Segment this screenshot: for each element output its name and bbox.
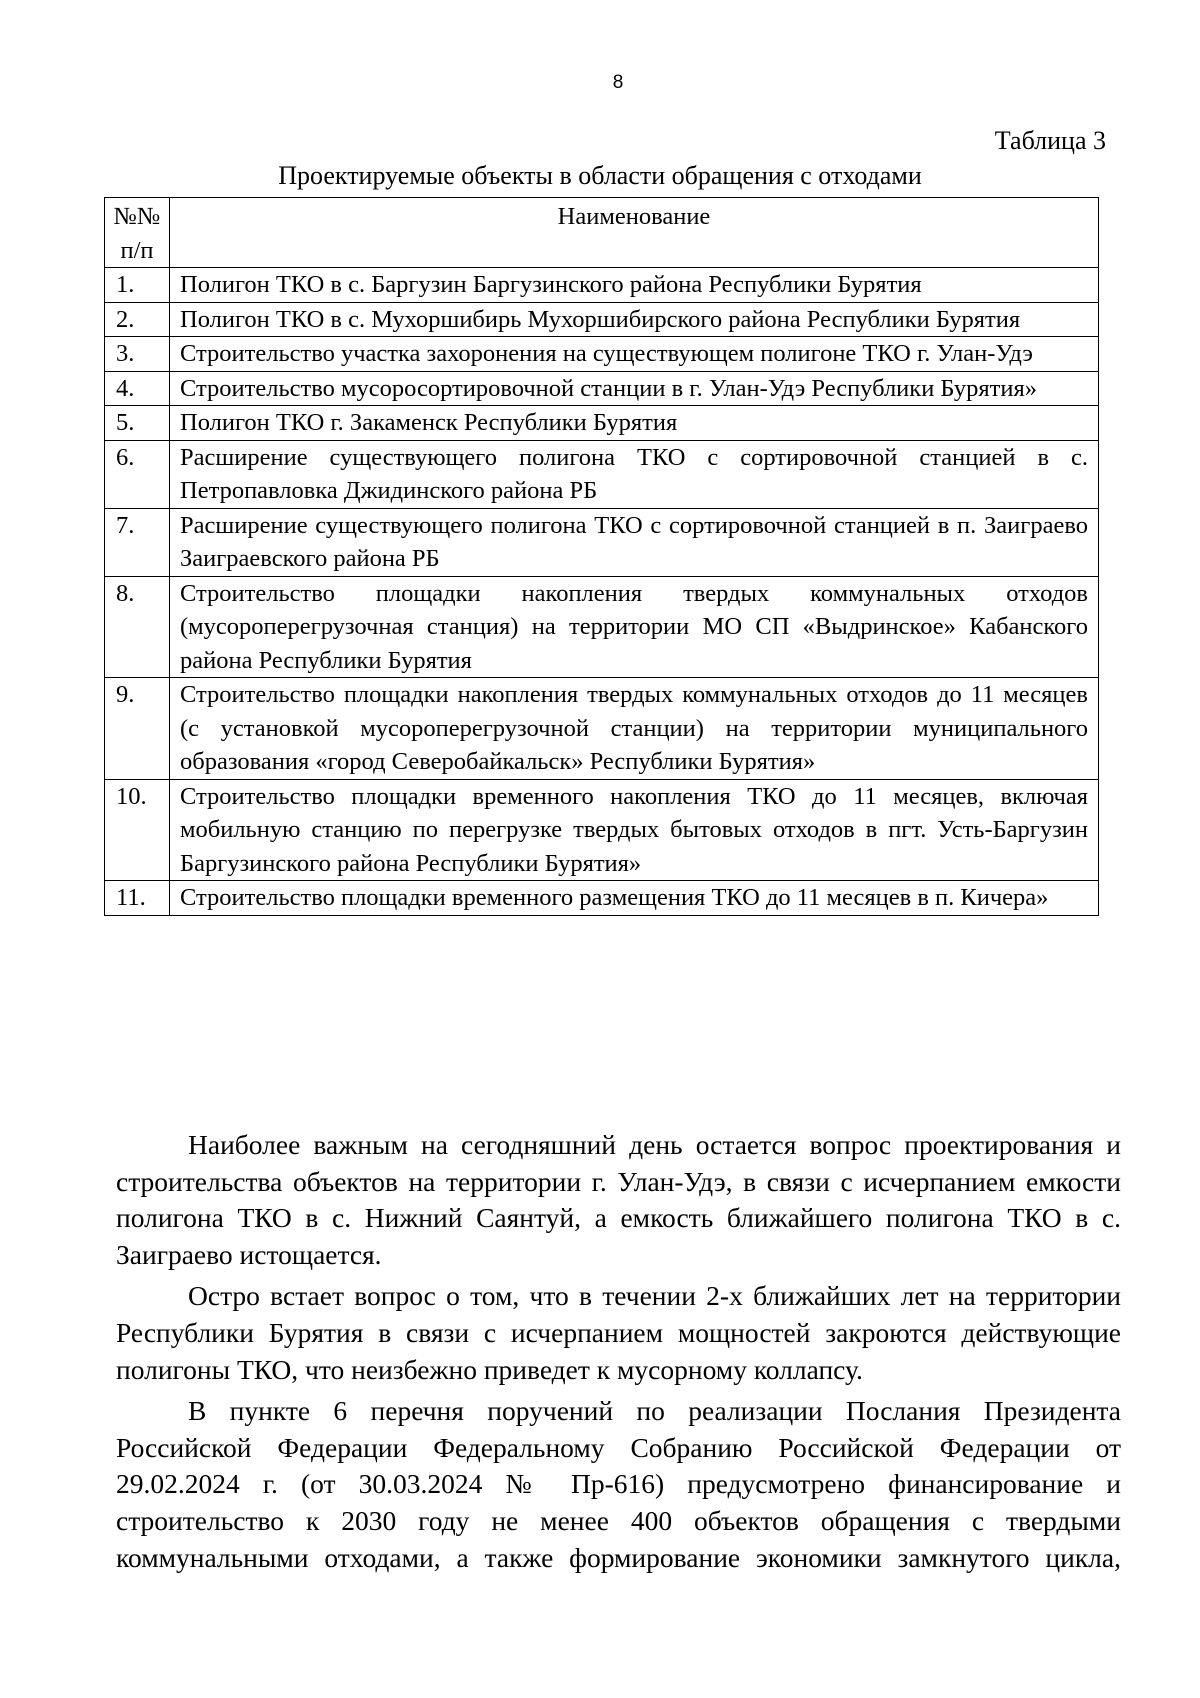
objects-table	[104, 197, 1099, 916]
table-row	[105, 406, 1099, 441]
row-name: Строительство площадки накопления твердых коммунальных отходов (мусороперегрузочная станция) на территории МО СП «Выдринское» Кабанского района Республики Бурятия	[170, 576, 1099, 678]
table-header-row	[105, 198, 1099, 268]
header-num-cell	[105, 198, 170, 268]
row-name: Полигон ТКО г. Закаменск Республики Бурятия	[170, 406, 1099, 441]
row-num: 8.	[105, 576, 170, 678]
row-name: Строительство участка захоронения на существующем полигоне ТКО г. Улан-Удэ	[170, 337, 1099, 372]
table-row	[105, 302, 1099, 337]
page-number: 8	[612, 72, 624, 93]
row-num: 10.	[105, 779, 170, 881]
row-num: 7.	[105, 508, 170, 576]
row-num: 6.	[105, 440, 170, 508]
table-row	[105, 881, 1099, 916]
row-name: Строительство мусоросортировочной станции в г. Улан-Удэ Республики Бурятия»	[170, 371, 1099, 406]
table-title: Проектируемые объекты в области обращения с отходами	[278, 161, 922, 190]
row-name: Полигон ТКО в с. Мухоршибирь Мухоршибирского района Республики Бурятия	[170, 302, 1099, 337]
table-row	[105, 268, 1099, 303]
row-name: Расширение существующего полигона ТКО с сортировочной станцией в с. Петропавловка Джидинского района РБ	[170, 440, 1099, 508]
row-num: 4.	[105, 371, 170, 406]
row-num: 1.	[105, 268, 170, 303]
table-row	[105, 678, 1099, 780]
table-row	[105, 337, 1099, 372]
table-row	[105, 440, 1099, 508]
row-num: 3.	[105, 337, 170, 372]
header-num-line1: №№	[113, 203, 161, 230]
row-name: Строительство площадки временного размещения ТКО до 11 месяцев в п. Кичера»	[170, 881, 1099, 916]
row-num: 11.	[105, 881, 170, 916]
table-row	[105, 779, 1099, 881]
table-row	[105, 371, 1099, 406]
paragraph: Наиболее важным на сегодняшний день остается вопрос проектирования и строительства объектов на территории г. Улан-Удэ, в связи с исчерпанием емкости полигона ТКО в с. Нижний Саянтуй, а емкость ближайшего полигона ТКО в с. Заиграево истощается.	[116, 1129, 1121, 1270]
header-num-line2: п/п	[120, 236, 154, 264]
table-row	[105, 508, 1099, 576]
row-num: 5.	[105, 406, 170, 441]
row-name: Строительство площадки накопления твердых коммунальных отходов до 11 месяцев (с установкой мусороперегрузочной станции) на территории муниципального образования «город Северобайкальск» Республики Бурятия»	[170, 678, 1099, 780]
paragraph: Остро встает вопрос о том, что в течении 2-х ближайших лет на территории Республики Бурятия в связи с исчерпанием мощностей закроются действующие полигоны ТКО, что неизбежно приведет к мусорному коллапсу.	[116, 1280, 1121, 1385]
table-row	[105, 576, 1099, 678]
paragraph: В пункте 6 перечня поручений по реализации Послания Президента Российской Федерации Федеральному Собранию Российской Федерации от 29.02.2024 г. (от 30.03.2024 № Пр-616) предусмотрено финансирование и строительство к 2030 году не менее 400 объектов обращения с твердыми коммунальными отходами, а также формирование экономики замкнутого цикла,	[116, 1395, 1121, 1573]
row-name: Строительство площадки временного накопления ТКО до 11 месяцев, включая мобильную станцию по перегрузке твердых бытовых отходов в пгт. Усть-Баргузин Баргузинского района Республики Бурятия»	[170, 779, 1099, 881]
row-name: Полигон ТКО в с. Баргузин Баргузинского района Республики Бурятия	[170, 268, 1099, 303]
row-name: Расширение существующего полигона ТКО с сортировочной станцией в п. Заиграево Заиграевского района РБ	[170, 508, 1099, 576]
row-num: 9.	[105, 678, 170, 780]
header-name-cell: Наименование	[170, 198, 1099, 268]
row-num: 2.	[105, 302, 170, 337]
table-label: Таблица 3	[994, 126, 1106, 155]
body-text	[116, 1127, 1121, 1576]
